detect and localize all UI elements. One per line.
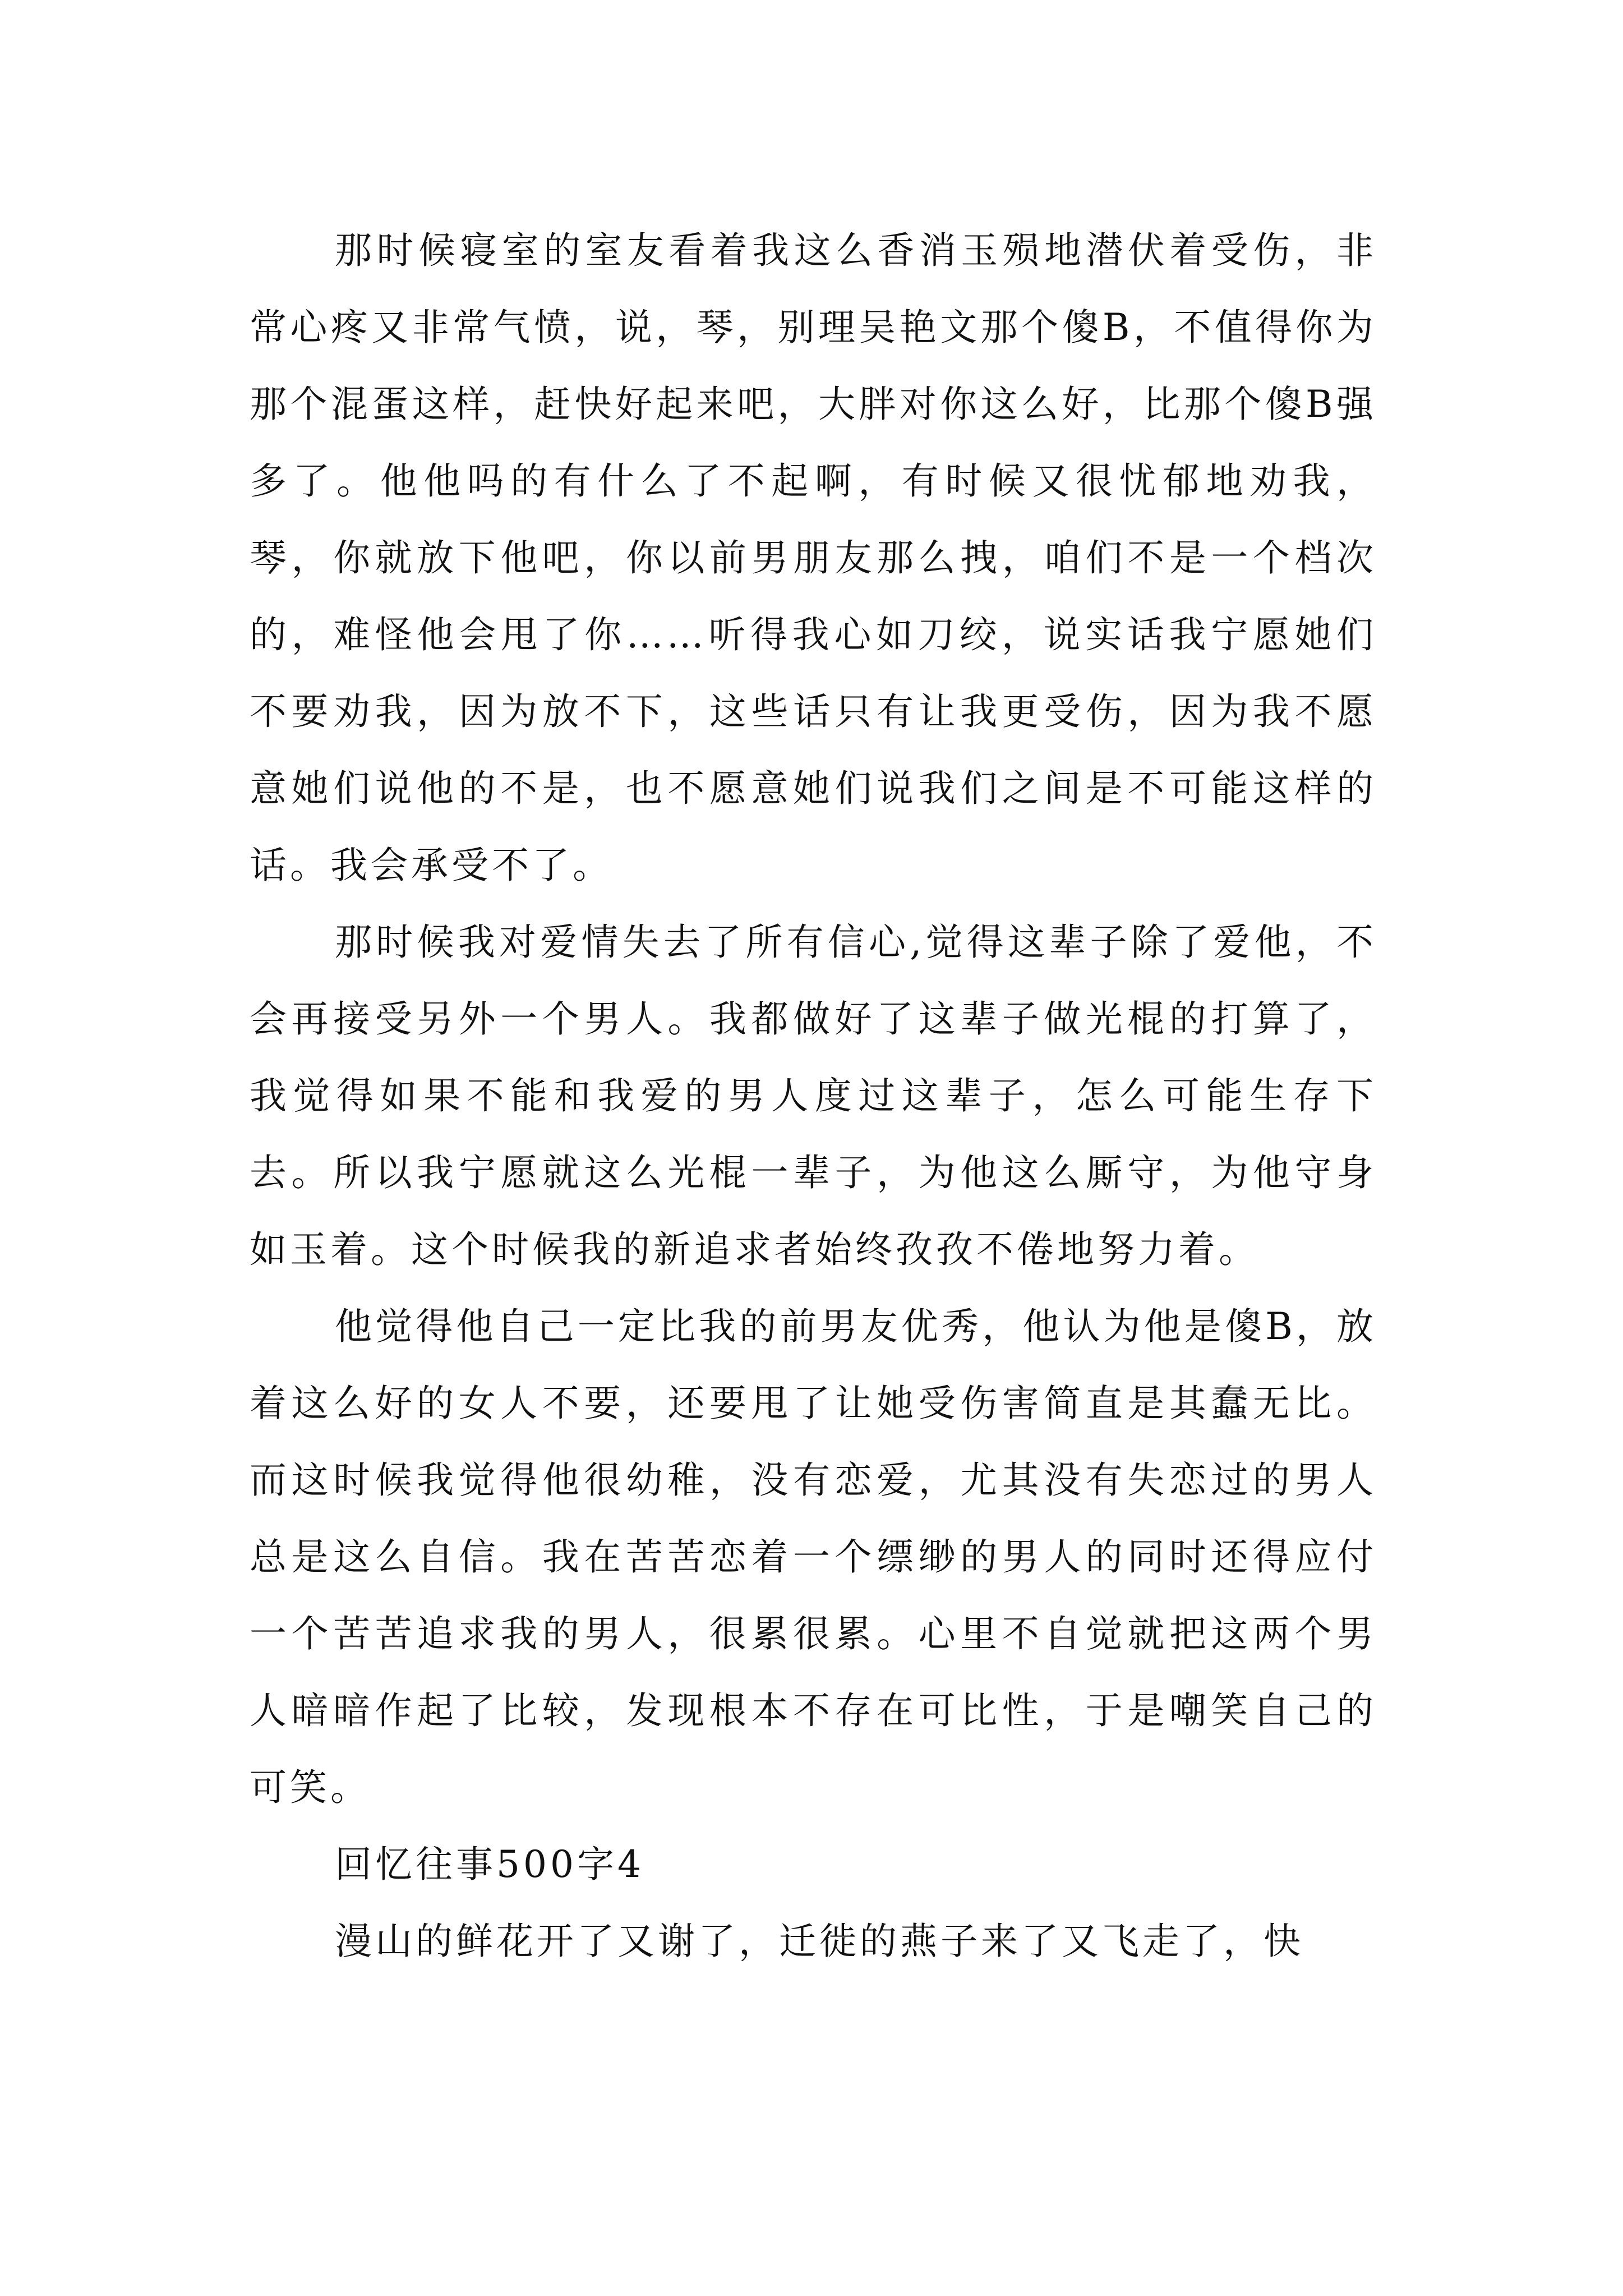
paragraph-2: 那时候我对爱情失去了所有信心,觉得这辈子除了爱他，不会再接受另外一个男人。我都做好了这辈子做光棍的打算了，我觉得如果不能和我爱的男人度过这辈子，怎么可能生存下去。所以我宁愿就这么光棍一辈子，为他这么厮守，为他守身如玉着。这个时候我的新追求者始终孜孜不倦地努力着。 bbox=[250, 921, 1377, 1271]
document-body bbox=[250, 212, 1377, 1980]
section-heading: 回忆往事500字4 bbox=[335, 1843, 644, 1886]
paragraph-1: 那时候寝室的室友看着我这么香消玉殒地潜伏着受伤，非常心疼又非常气愤，说，琴，别理吴艳文那个傻B，不值得你为那个混蛋这样，赶快好起来吧，大胖对你这么好，比那个傻B强多了。他他吗的有什么了不起啊，有时候又很忧郁地劝我，琴，你就放下他吧，你以前男朋友那么拽，咱们不是一个档次的，难怪他会甩了你……听得我心如刀绞，说实话我宁愿她们不要劝我，因为放不下，这些话只有让我更受伤，因为我不愿意她们说他的不是，也不愿意她们说我们之间是不可能这样的话。我会承受不了。 bbox=[250, 229, 1377, 887]
paragraph-3: 他觉得他自己一定比我的前男友优秀，他认为他是傻B，放着这么好的女人不要，还要甩了让她受伤害简直是其蠢无比。而这时候我觉得他很幼稚，没有恋爱，尤其没有失恋过的男人总是这么自信。我在苦苦恋着一个缥缈的男人的同时还得应付一个苦苦追求我的男人，很累很累。心里不自觉就把这两个男人暗暗作起了比较，发现根本不存在可比性，于是嘲笑自己的可笑。 bbox=[250, 1305, 1377, 1809]
paragraph-4: 漫山的鲜花开了又谢了，迁徙的燕子来了又飞走了，快 bbox=[335, 1920, 1304, 1963]
